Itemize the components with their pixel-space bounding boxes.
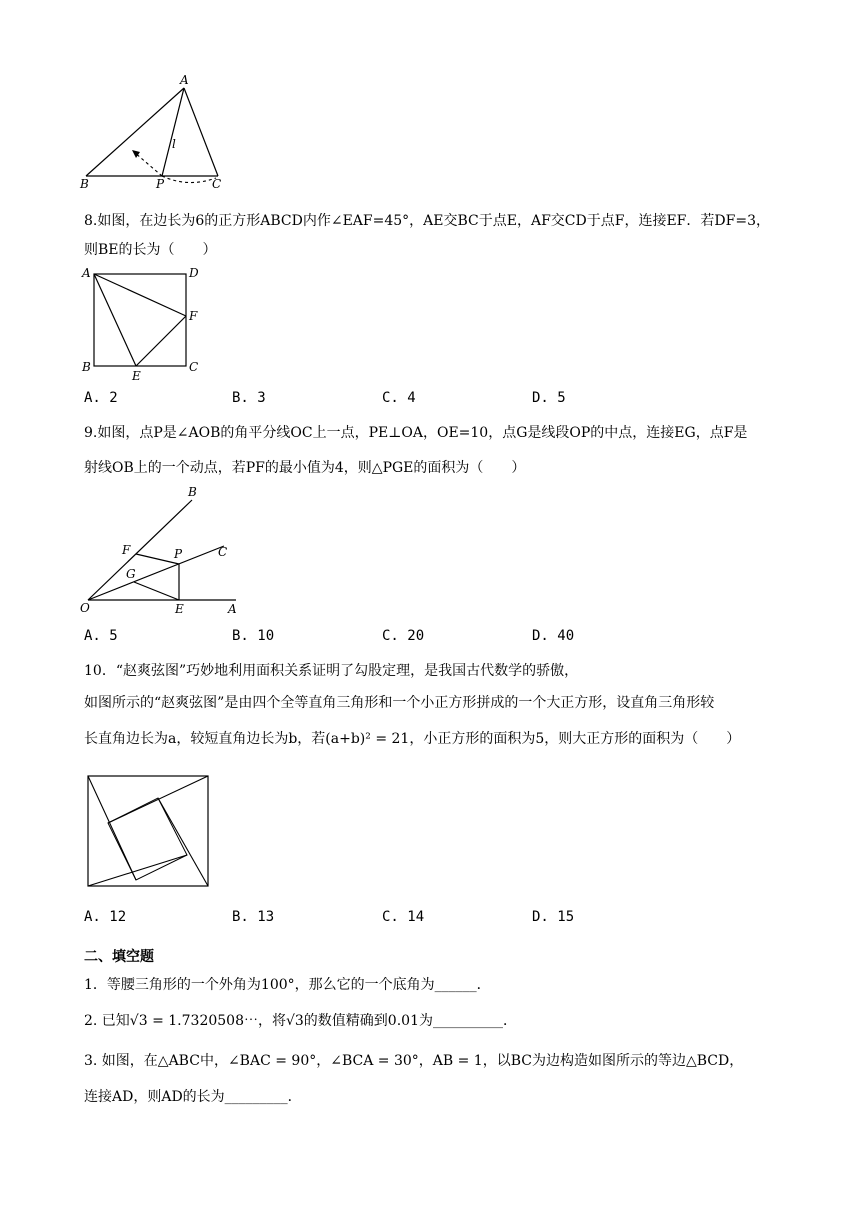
q9-text-line2: 射线OB上的一个动点，若PF的最小值为4，则△PGE的面积为（ ） (84, 460, 526, 476)
q7-side-ac (184, 88, 218, 176)
q8-label-e: E (132, 369, 141, 382)
q10-option-d: D. 15 (532, 909, 575, 925)
q7-dashed-arc (162, 176, 216, 183)
fill-question-3-line1: 3. 如图，在△ABC中，∠BAC = 90°，∠BCA = 30°，AB = 1，以BC为边构造如图所示的等边△BCD， (84, 1053, 744, 1069)
q7-label-l: l (172, 137, 176, 151)
q8-figure (78, 264, 208, 382)
q10-triangle-line-1 (88, 776, 136, 880)
q10-text-line2: 如图所示的“赵爽弦图”是由四个全等直角三角形和一个小正方形拼成的一个大正方形，设直角三角形较 (84, 695, 715, 711)
q9-label-b: B (188, 485, 197, 499)
q10-triangle-line-3 (158, 798, 208, 886)
q8-label-f: F (189, 309, 198, 323)
fill-question-1: 1．等腰三角形的一个外角为100°，那么它的一个底角为______． (84, 977, 491, 993)
q10-option-a: A. 12 (84, 909, 127, 925)
q7-dashed-arrow (134, 152, 162, 176)
q9-label-a: A (228, 602, 237, 616)
q10-text-line1: 10．“赵爽弦图”巧妙地利用面积关系证明了勾股定理，是我国古代数学的骄傲， (84, 663, 579, 679)
q9-segment-ge (134, 582, 179, 600)
q8-label-d: D (189, 266, 199, 280)
q7-label-c: C (212, 177, 222, 191)
q10-option-c: C. 14 (382, 909, 425, 925)
q9-label-p: P (174, 547, 183, 561)
q9-option-a: A. 5 (84, 628, 118, 644)
q8-option-c: C. 4 (382, 390, 416, 406)
fill-question-3-line2: 连接AD，则AD的长为_________． (84, 1089, 302, 1105)
q8-text-line2: 则BE的长为（ ） (84, 242, 217, 258)
q8-option-b: B. 3 (232, 390, 266, 406)
q8-segment-af (94, 274, 186, 316)
q9-label-o: O (80, 601, 90, 615)
q10-text-line3: 长直角边长为a，较短直角边长为b，若(a+b)² = 21，小正方形的面积为5，则大正方形的面积为（ ） (84, 731, 741, 747)
q9-option-d: D. 40 (532, 628, 575, 644)
q8-label-b: B (82, 360, 91, 374)
q9-label-e: E (175, 602, 184, 616)
q10-outer-square (88, 776, 208, 886)
q8-label-a: A (82, 266, 91, 280)
q9-label-g: G (126, 567, 136, 581)
q7-side-ab (86, 88, 184, 176)
q7-label-p: P (156, 177, 165, 191)
q8-square (94, 274, 186, 366)
q9-text-line1: 9.如图，点P是∠AOB的角平分线OC上一点，PE⊥OA，OE=10，点G是线段OP的中点，连接EG，点F是 (84, 425, 748, 441)
q10-triangle-line-4 (88, 855, 187, 886)
fill-question-2: 2. 已知√3 = 1.7320508⋯，将√3的数值精确到0.01为__________． (84, 1013, 517, 1029)
q9-option-b: B. 10 (232, 628, 275, 644)
q9-label-f: F (122, 543, 131, 557)
q8-text-line1: 8.如图，在边长为6的正方形ABCD内作∠EAF=45°，AE交BC于点E，AF交CD于点F，连接EF．若DF=3， (84, 213, 770, 229)
q7-label-a: A (180, 73, 189, 87)
q10-option-b: B. 13 (232, 909, 275, 925)
section-heading: 二、填空题 (84, 949, 154, 965)
q10-zhao-shuang-diagram (84, 772, 214, 890)
q7-figure (78, 70, 228, 192)
q9-ray-oc (88, 546, 224, 600)
q8-option-a: A. 2 (84, 390, 118, 406)
q8-label-c: C (189, 360, 199, 374)
q9-figure (78, 482, 248, 618)
q8-segment-ef (136, 316, 186, 366)
q9-label-c: C (218, 545, 228, 559)
q7-segment-ap (162, 88, 184, 176)
q10-triangle-line-2 (108, 776, 208, 823)
q9-option-c: C. 20 (382, 628, 425, 644)
q7-label-b: B (80, 177, 89, 191)
q8-segment-ae (94, 274, 136, 366)
q8-option-d: D. 5 (532, 390, 566, 406)
q9-segment-fp (136, 554, 179, 564)
